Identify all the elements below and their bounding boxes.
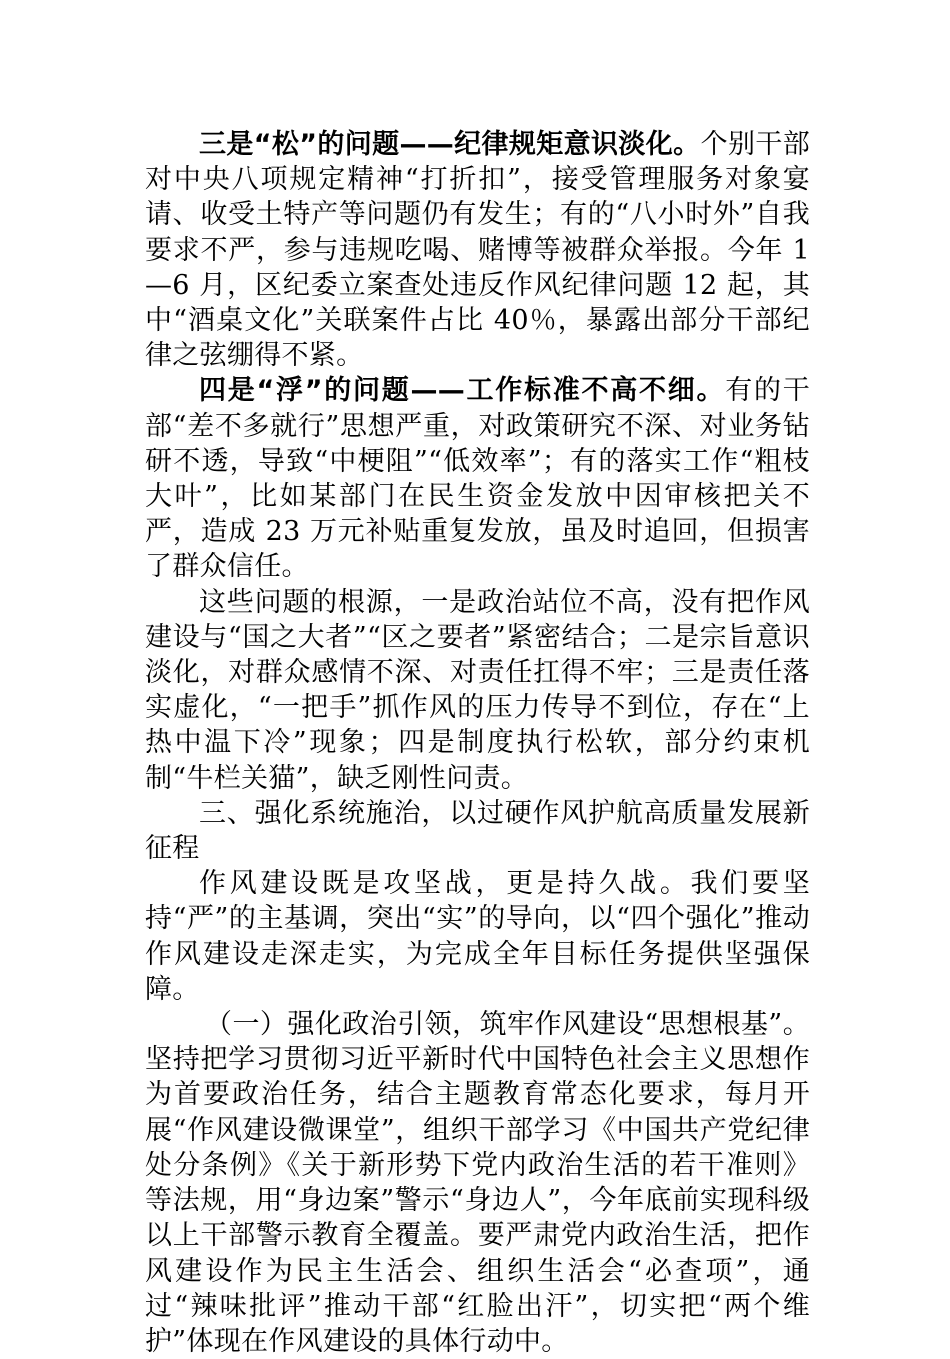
paragraph-body: 个别干部对中央八项规定精神“打折扣”，接受管理服务对象宴请、收受土特产等问题仍有发生；有的“八小时外”自我要求不严，参与违规吃喝、赌博等被群众举报。今年 1—6 月，区纪委立案查处违反作风纪律问题 12 起，其中“酒桌文化”关联案件占比 40％，暴露出部分干部纪律之弦绷得不紧。: [145, 129, 810, 372]
paragraph-root-causes: [145, 585, 810, 796]
paragraph-body: 有的干部“差不多就行”思想严重，对政策研究不深、对业务钻研不透，导致“中梗阻”“低效率”；有的落实工作“粗枝大叶”，比如某部门在民生资金发放中因审核把关不严，造成 23 万元补贴重复发放，虽及时追回，但损害了群众信任。: [145, 375, 810, 583]
paragraph-lead-heading: 四是“浮”的问题——工作标准不高不细。: [199, 375, 726, 407]
paragraph-political-guidance: [145, 1007, 810, 1359]
paragraph-body: 作风建设既是攻坚战，更是持久战。我们要坚持“严”的主基调，突出“实”的导向，以“四个强化”推动作风建设走深走实，为完成全年目标任务提供坚强保障。: [145, 868, 810, 1005]
paragraph-body: 这些问题的根源，一是政治站位不高，没有把作风建设与“国之大者”“区之要者”紧密结合；二是宗旨意识淡化，对群众感情不深、对责任扛得不牢；三是责任落实虚化，“一把手”抓作风的压力传导不到位，存在“上热中温下冷”现象；四是制度执行松软，部分约束机制“牛栏关猫”，缺乏刚性问责。: [145, 586, 810, 794]
paragraph-body: （一）强化政治引领，筑牢作风建设“思想根基”。坚持把学习贯彻习近平新时代中国特色社会主义思想作为首要政治任务，结合主题教育常态化要求，每月开展“作风建设微课堂”，组织干部学习《中国共产党纪律处分条例》《关于新形势下党内政治生活的若干准则》等法规，用“身边案”警示“身边人”，今年底前实现科级以上干部警示教育全覆盖。要严肃党内政治生活，把作风建设作为民主生活会、组织生活会“必查项”，通过“辣味批评”推动干部“红脸出汗”，切实把“两个维护”体现在作风建设的具体行动中。: [145, 1009, 810, 1357]
document-page: [145, 127, 810, 1359]
paragraph-lead-heading: 三是“松”的问题——纪律规矩意识淡化。: [199, 129, 701, 160]
paragraph-fu-problem: [145, 373, 810, 584]
section-heading-text: 三、强化系统施治，以过硬作风护航高质量发展新征程: [145, 797, 810, 865]
paragraph-section-intro: [145, 866, 810, 1007]
paragraph-song-problem: [145, 127, 810, 373]
section-heading: [145, 796, 810, 866]
